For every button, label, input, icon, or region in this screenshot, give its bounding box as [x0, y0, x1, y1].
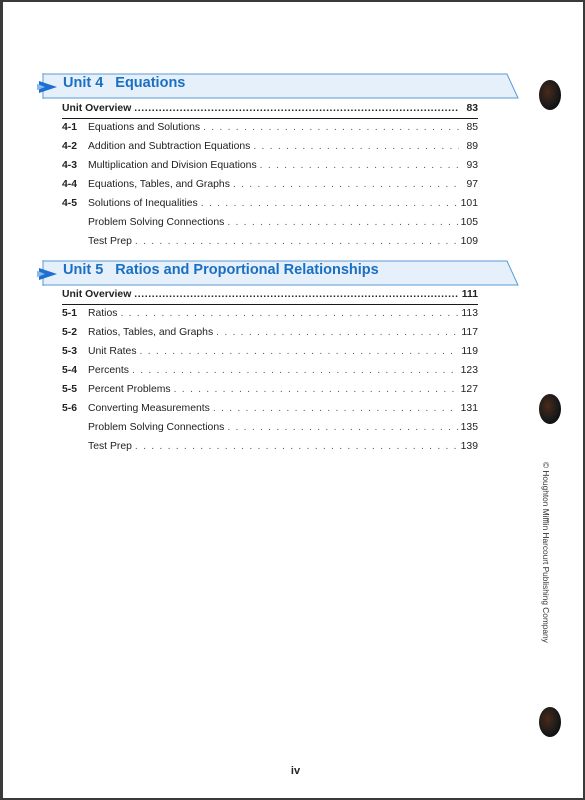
toc-page: 127: [460, 384, 478, 395]
leader-dots: [233, 179, 459, 190]
leader-dots: [140, 346, 459, 357]
unit-title: Ratios and Proportional Relationships: [115, 262, 379, 278]
lesson-number: 5-1: [62, 308, 78, 319]
toc-title: Percent Problems: [88, 384, 171, 395]
leader-dots: [135, 236, 458, 247]
toc-row[interactable]: [62, 365, 478, 381]
toc-title: Equations and Solutions: [88, 122, 201, 133]
toc-page: 101: [460, 198, 478, 209]
divider: [62, 118, 478, 119]
toc-title: Ratios: [88, 308, 118, 319]
leader-dots: [227, 217, 457, 228]
leader-dots: [134, 289, 459, 300]
toc-title: Percents: [88, 365, 130, 376]
toc-row[interactable]: [62, 384, 478, 400]
leader-dots: [201, 198, 458, 209]
toc-page: 97: [466, 179, 478, 190]
lesson-number: 4-4: [62, 179, 78, 190]
toc-page: 111: [461, 289, 478, 300]
toc-page: 89: [466, 141, 478, 152]
toc-page: 131: [460, 403, 478, 414]
toc-row[interactable]: [62, 327, 478, 343]
toc-title: Addition and Subtraction Equations: [88, 141, 251, 152]
toc-title: Solutions of Inequalities: [88, 198, 198, 209]
toc-row[interactable]: [62, 236, 478, 252]
unit-heading: [63, 75, 185, 91]
leader-dots: [203, 122, 459, 133]
toc-title: Problem Solving Connections: [88, 422, 225, 433]
lesson-number: 4-3: [62, 160, 78, 171]
toc-overview-row[interactable]: [62, 289, 478, 305]
toc-page: 85: [466, 122, 478, 133]
toc-title: Test Prep: [88, 236, 132, 247]
binder-hole: [539, 394, 561, 424]
leader-dots: [120, 308, 458, 319]
toc-row[interactable]: [62, 422, 478, 438]
toc-row[interactable]: [62, 160, 478, 176]
binder-hole: [539, 80, 561, 110]
toc-row[interactable]: [62, 198, 478, 214]
divider: [62, 304, 478, 305]
toc-title: Multiplication and Division Equations: [88, 160, 257, 171]
toc-title: Test Prep: [88, 441, 132, 452]
leader-dots: [174, 384, 458, 395]
toc-page: 113: [461, 308, 478, 319]
toc-row[interactable]: [62, 179, 478, 195]
toc-page: 123: [460, 365, 478, 376]
toc-title: Unit Overview: [62, 103, 132, 114]
leader-dots: [213, 403, 458, 414]
toc-title: Converting Measurements: [88, 403, 210, 414]
lesson-number: 5-2: [62, 327, 78, 338]
leader-dots: [132, 365, 458, 376]
toc-page: 135: [460, 422, 478, 433]
unit-banner: [37, 73, 519, 99]
toc-page: 117: [461, 327, 478, 338]
toc-row[interactable]: [62, 441, 478, 457]
toc-page: 139: [460, 441, 478, 452]
book-page: [3, 2, 583, 798]
toc-page: 109: [460, 236, 478, 247]
leader-dots: [135, 441, 458, 452]
page-number: iv: [290, 765, 301, 777]
copyright-notice: © Houghton Mifflin Harcourt Publishing Company: [541, 462, 551, 643]
toc-title: Unit Overview: [62, 289, 132, 300]
toc-page: 119: [461, 346, 478, 357]
unit-banner: [37, 260, 519, 286]
binder-hole: [539, 707, 561, 737]
lesson-number: 5-3: [62, 346, 78, 357]
toc-title: Ratios, Tables, and Graphs: [88, 327, 214, 338]
toc-title: Unit Rates: [88, 346, 137, 357]
unit-title: Equations: [115, 75, 186, 91]
toc-title: Problem Solving Connections: [88, 217, 225, 228]
leader-dots: [134, 103, 459, 114]
toc-row[interactable]: [62, 403, 478, 419]
lesson-number: 4-1: [62, 122, 78, 133]
toc-row[interactable]: [62, 217, 478, 233]
leader-dots: [253, 141, 459, 152]
toc-overview-row[interactable]: [62, 103, 478, 119]
toc-page: 93: [466, 160, 478, 171]
lesson-number: 4-5: [62, 198, 78, 209]
leader-dots: [260, 160, 459, 171]
toc-row[interactable]: [62, 346, 478, 362]
lesson-number: 5-6: [62, 403, 78, 414]
unit-label: Unit 4: [63, 75, 104, 91]
unit-label: Unit 5: [63, 262, 104, 278]
lesson-number: 4-2: [62, 141, 78, 152]
toc-row[interactable]: [62, 141, 478, 157]
toc-title: Equations, Tables, and Graphs: [88, 179, 230, 190]
toc-row[interactable]: [62, 122, 478, 138]
toc-page: 105: [460, 217, 478, 228]
lesson-number: 5-5: [62, 384, 78, 395]
leader-dots: [227, 422, 457, 433]
toc-row[interactable]: [62, 308, 478, 324]
leader-dots: [216, 327, 458, 338]
unit-heading: [63, 262, 379, 278]
lesson-number: 5-4: [62, 365, 78, 376]
toc-page: 83: [466, 103, 478, 114]
